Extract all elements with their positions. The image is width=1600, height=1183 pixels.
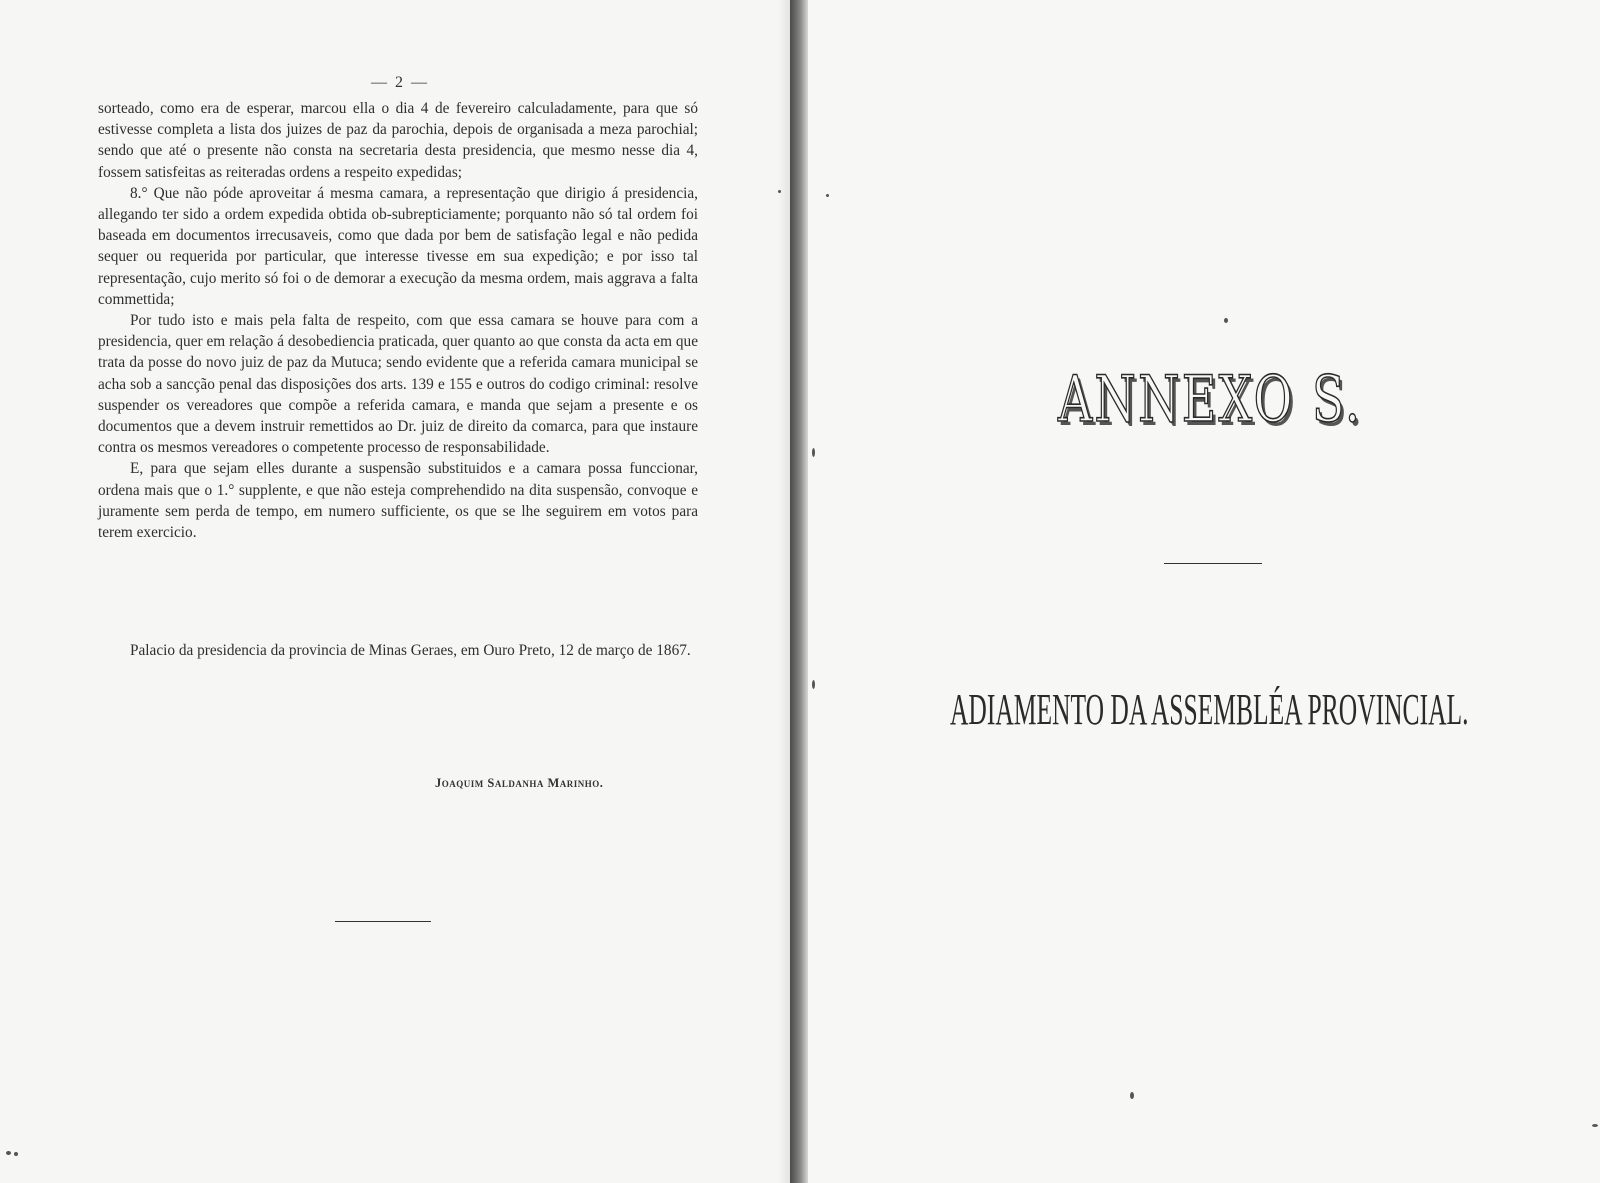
- gutter-shadow: [778, 0, 790, 1183]
- scan-speck: [826, 194, 829, 197]
- title-divider: [1164, 563, 1262, 564]
- body-text: [98, 98, 698, 543]
- scan-speck: [6, 1151, 11, 1155]
- dateline-text: Palacio da presidencia da provincia de Minas Geraes, em Ouro Preto, 12 de março de 1867.: [130, 642, 691, 659]
- annex-subtitle: ADIAMENTO DA ASSEMBLÉA PROVINCIAL.: [950, 685, 1469, 734]
- scan-speck: [812, 448, 815, 457]
- paragraph: sorteado, como era de esperar, marcou ella o dia 4 de fevereiro calculadamente, para que só estivesse completa a lista dos juizes de paz da parochia, depois de organisada a meza parochial; sendo que até o presente não consta na secretaria desta presidencia, que mesmo nesse dia 4, fossem satisfeitas as reiteradas ordens a respeito expedidas;: [98, 100, 698, 181]
- scan-speck: [1592, 1124, 1598, 1127]
- paragraph: 8.° Que não póde aproveitar á mesma camara, a representação que dirigio á presidencia, allegando ter sido a ordem expedida obtida ob-subrepticiamente; porquanto não só tal ordem foi baseada em documentos irrecusaveis, como que dada por bem de satisfação legal e não pedida sequer ou requerida por particular, que interesse tivesse em sua expedição; e por isso tal representação, cujo merito só foi o de demorar a execução da mesma ordem, mais aggrava a falta commettida;: [98, 184, 698, 308]
- scan-speck: [1130, 1092, 1134, 1099]
- book-gutter: [790, 0, 808, 1183]
- paragraph: Por tudo isto e mais pela falta de respeito, com que essa camara se houve para com a presidencia, quer em relação á desobediencia praticada, quer quanto ao que consta da acta em que trata da posse do novo juiz de paz da Mutuca; sendo evidente que a referida camara municipal se acha sob a sancção penal das disposições dos arts. 139 e 155 e outros do codigo criminal: resolve suspender os vereadores que compõe a referida camara, e manda que sejam a presente e os documentos que a devem instruir remettidos ao Dr. juiz de direito da comarca, para que instaure contra os mesmos vereadores o competente processo de responsabilidade.: [98, 312, 698, 457]
- section-divider: [335, 921, 431, 922]
- scan-speck: [778, 190, 781, 193]
- paragraph: E, para que sejam elles durante a suspensão substituidos e a camara possa funccionar, ordena mais que o 1.° supplente, e que não esteja comprehendido na dita suspensão, convoque e juramente sem perda de tempo, em numero sufficiente, os que se lhe seguirem em votos para terem exercicio.: [98, 460, 698, 542]
- page-number: — 2 —: [371, 74, 429, 91]
- right-page: [808, 0, 1600, 1183]
- dateline: [98, 640, 698, 661]
- scan-speck: [14, 1152, 18, 1156]
- signature: Joaquim Saldanha Marinho.: [435, 776, 604, 790]
- scan-speck: [812, 680, 815, 689]
- annex-title: ANNEXO S.: [1058, 363, 1363, 437]
- scan-speck: [1224, 318, 1228, 323]
- left-page: [0, 0, 790, 1183]
